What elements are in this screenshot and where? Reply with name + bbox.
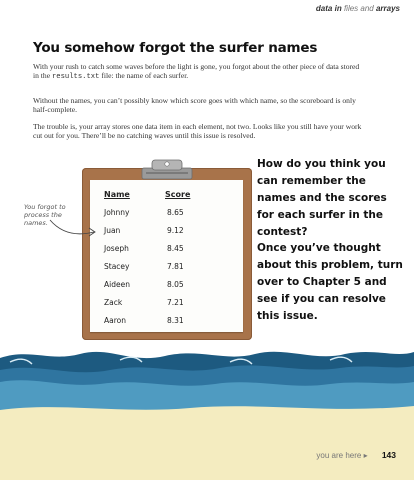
column-header-name: Name: [104, 190, 130, 199]
surfer-score: 7.81: [167, 262, 184, 271]
paragraph-1-text: With your rush to catch some waves before the light is gone, you forgot about the other piece of data stored in the: [33, 62, 360, 81]
surfer-score: 8.31: [167, 316, 184, 325]
paragraph-3: The trouble is, your array stores one data item in each element, not two. Looks like you still have your work cut out for you. There’ll be no catching waves until this issue is resolved.: [33, 122, 362, 141]
surfer-name: Juan: [104, 226, 121, 235]
clipboard-clip-icon: [138, 158, 196, 180]
surfer-score: 8.05: [167, 280, 184, 289]
surfer-name: Stacey: [104, 262, 130, 271]
column-header-score: Score: [165, 190, 191, 199]
surfer-name: Aaron: [104, 316, 126, 325]
clipboard-sheet: [90, 180, 243, 332]
section-title: You somehow forgot the surfer names: [33, 40, 318, 56]
surfer-name: Johnny: [104, 208, 130, 217]
paragraph-1: [33, 62, 363, 83]
surfer-score: 8.65: [167, 208, 184, 217]
paragraph-2: Without the names, you can’t possibly know which score goes with which name, so the scoreboard is only half-complete.: [33, 96, 356, 115]
answer-text: Once you’ve thought about this problem, turn over to Chapter 5 and see if you can resolve this issue.: [257, 242, 403, 322]
running-head-word: files and: [343, 4, 374, 13]
surfer-score: 8.45: [167, 244, 184, 253]
page-number: 143: [381, 450, 396, 460]
surfer-name: Zack: [104, 298, 123, 307]
running-head-word: in: [334, 4, 342, 13]
paragraph-1-text-end: file: the name of each surfer.: [99, 71, 189, 81]
surfer-score: 9.12: [167, 226, 184, 235]
running-head: [316, 4, 400, 13]
handwritten-note: You forgot to process the names.: [24, 203, 66, 227]
surfer-name: Joseph: [104, 244, 129, 253]
you-are-here-label: you are here ▸: [316, 451, 368, 460]
running-head-word: data: [315, 4, 333, 13]
surfer-name: Aideen: [104, 280, 130, 289]
surfer-score: 7.21: [167, 298, 184, 307]
arrow-icon: [48, 218, 100, 240]
question-text: How do you think you can remember the names and the scores for each surfer in the contest?: [257, 158, 387, 238]
page-footer: [316, 450, 396, 460]
filename-code: results.txt: [51, 73, 100, 82]
running-head-word: arrays: [375, 4, 400, 13]
